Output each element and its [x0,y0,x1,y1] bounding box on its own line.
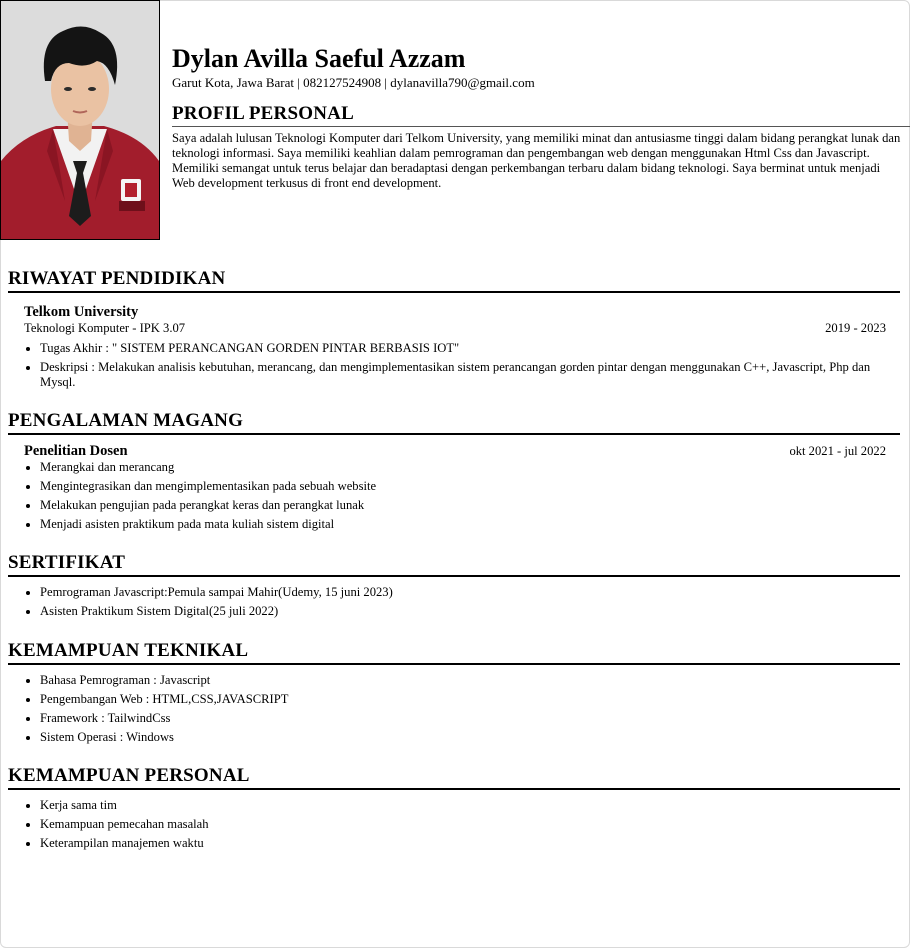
personal-skills-list [8,798,900,851]
profile-photo [0,0,160,240]
education-period: 2019 - 2023 [825,321,886,335]
header [172,44,910,191]
technical-skills-list [8,673,900,745]
contact-info: Garut Kota, Jawa Barat | 082127524908 | dylanavilla790@gmail.com [172,75,535,90]
list-item: • Keterampilan manajemen waktu [40,836,900,851]
list-item: • Merangkai dan merancang [40,460,900,475]
list-item: • Kemampuan pemecahan masalah [40,817,900,832]
personal-skills-title: KEMAMPUAN PERSONAL [8,765,900,790]
list-item: • Pengembangan Web : HTML,CSS,JAVASCRIPT [40,692,900,707]
list-item: • Pemrograman Javascript:Pemula sampai Mahir(Udemy, 15 juni 2023) [40,585,900,600]
internship-period: okt 2021 - jul 2022 [789,444,886,458]
profile-title: PROFIL PERSONAL [172,103,910,127]
list-item: • Menjadi asisten praktikum pada mata kuliah sistem digital [40,517,900,532]
list-item: • Framework : TailwindCss [40,711,900,726]
list-item: • Asisten Praktikum Sistem Digital(25 juli 2022) [40,604,900,619]
education-program: Teknologi Komputer - IPK 3.07 [24,321,186,335]
education-section [8,268,900,394]
internship-title: PENGALAMAN MAGANG [8,410,900,435]
certificates-title: SERTIFIKAT [8,552,900,577]
internship-list [8,460,900,532]
certificates-list [8,585,900,619]
list-item: • Melakukan pengujian pada perangkat keras dan perangkat lunak [40,498,900,513]
profile-text: Saya adalah lulusan Teknologi Komputer dari Telkom University, yang memiliki minat dan antusiasme tinggi dalam bidang perangkat lunak dan teknologi informasi. Saya memiliki keahlian dalam pemrograman dan pengembangan web dengan menggunakan Html Css dan Javascript. Memiliki semangat untuk terus belajar dan beradaptasi dengan perkembangan terbaru dalam bidang teknologi. Saya berminat untuk menjadi Web development terkusus di front end development. [172,131,901,190]
list-item: • Deskripsi : Melakukan analisis kebutuhan, merancang, dan mengimplementasikan sistem perancangan gorden pintar dengan menggunakan C++, Javascript, Php dan Mysql. [40,360,900,390]
candidate-name: Dylan Avilla Saeful Azzam [172,44,466,73]
education-title: RIWAYAT PENDIDIKAN [8,268,900,293]
list-item: • Tugas Akhir : " SISTEM PERANCANGAN GORDEN PINTAR BERBASIS IOT" [40,341,900,356]
list-item: • Bahasa Pemrograman : Javascript [40,673,900,688]
personal-skills-section [8,765,900,855]
internship-role: Penelitian Dosen [24,443,128,459]
certificates-section [8,552,900,623]
list-item: • Sistem Operasi : Windows [40,730,900,745]
technical-skills-title: KEMAMPUAN TEKNIKAL [8,640,900,665]
internship-section [8,410,900,536]
internship-role-row [24,443,886,460]
education-list [8,341,900,390]
list-item: • Mengintegrasikan dan mengimplementasikan pada sebuah website [40,479,900,494]
list-item: • Kerja sama tim [40,798,900,813]
technical-skills-section [8,640,900,749]
education-program-row [24,321,886,336]
education-institution: Telkom University [24,304,139,320]
